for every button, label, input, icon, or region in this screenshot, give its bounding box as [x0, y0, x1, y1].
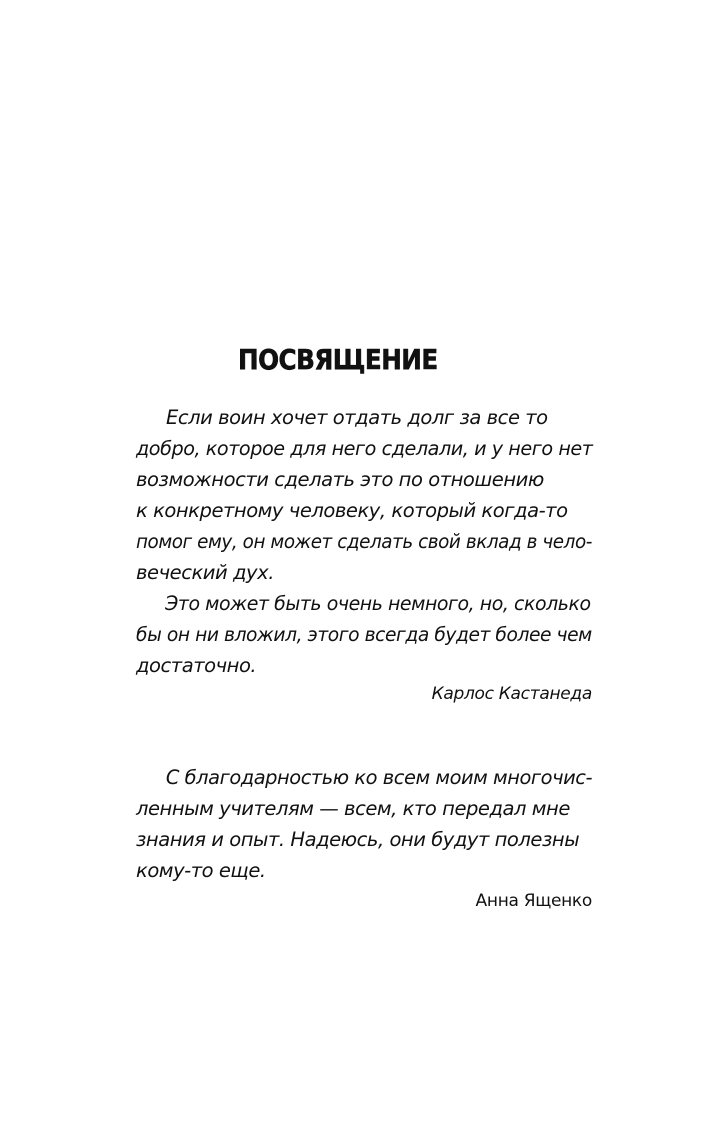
quote-line: возможности сделать это по отношению: [136, 468, 544, 491]
quote-line: Это может быть очень немного, но, сколько: [165, 592, 591, 615]
acknowledgement: [136, 762, 592, 916]
quote-line: Если воин хочет отдать долг за все то: [166, 406, 548, 429]
quote-line: добро, которое для него сделали, и у него нет: [136, 437, 593, 460]
page-title: ПОСВЯЩЕНИЕ: [238, 343, 438, 376]
quote-line: бы он ни вложил, этого всегда будет более чем: [136, 623, 592, 646]
acknowledgement-line: знания и опыт. Надеюсь, они будут полезны: [136, 828, 580, 851]
acknowledgement-line: кому-то еще.: [136, 859, 266, 882]
quote-line: помог ему, он может сделать свой вклад в чело-: [136, 530, 592, 553]
quote-line: веческий дух.: [136, 561, 274, 584]
quote-attribution: Карлос Кастанеда: [431, 684, 592, 704]
quote-line: к конкретному человеку, который когда-то: [136, 499, 568, 522]
quote-line: достаточно.: [136, 654, 257, 677]
author-signature: Анна Ященко: [475, 891, 592, 911]
epigraph-quote: [136, 402, 592, 709]
acknowledgement-line: ленным учителям — всем, кто передал мне: [136, 797, 570, 820]
acknowledgement-line: С благодарностью ко всем моим многочис-: [165, 766, 593, 789]
